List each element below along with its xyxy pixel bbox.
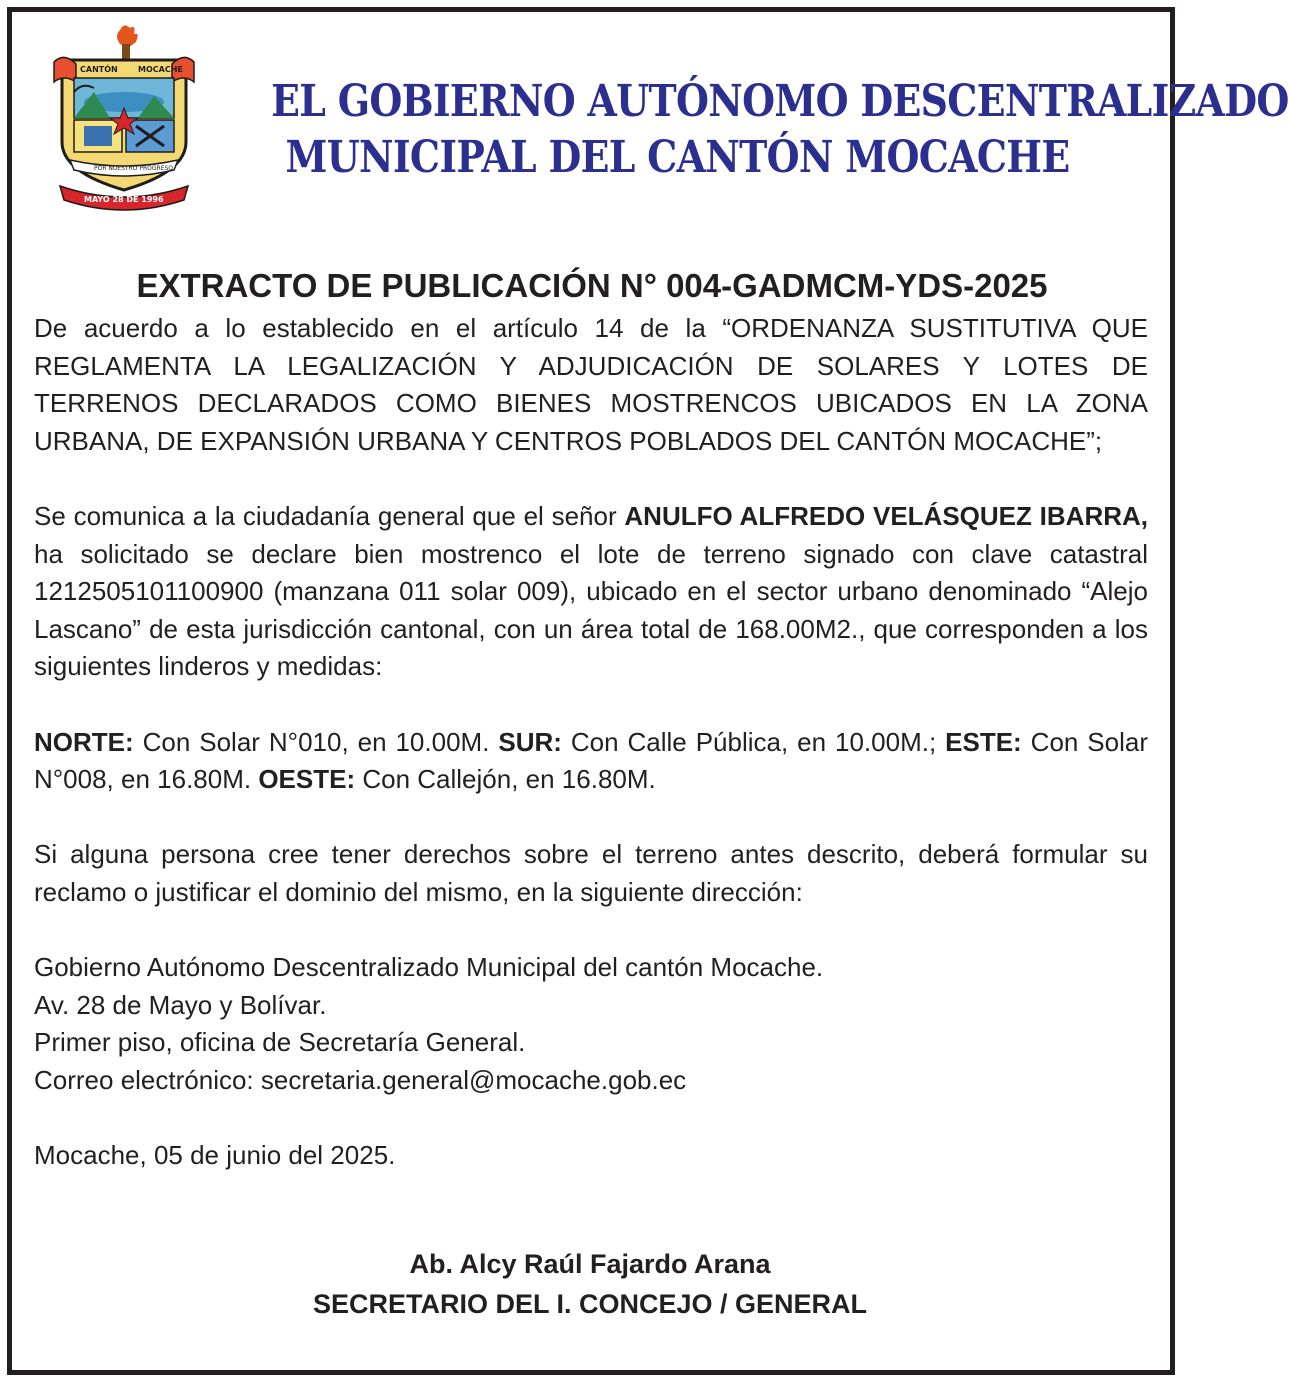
notice-text: ha solicitado se declare bien mostrenco el lote de terreno signado con clave catastral 1212505101100900 (manzana 011 solar 009), ubicado en el sector urbano denominado “Alejo Lascano” de esta jurisdicción cantonal, con un área total de 168.00M2., que corresponden a los siguientes linderos y medidas: xyxy=(34,538,1148,682)
signatory-role: SECRETARIO DEL I. CONCEJO / GENERAL xyxy=(312,1289,868,1319)
government-title-line2: MUNICIPAL DEL CANTÓN MOCACHE xyxy=(285,132,1070,183)
spacer xyxy=(34,799,1148,837)
seal-date-band: MAYO 28 DE 1996 xyxy=(84,195,164,204)
signatory-name: Ab. Alcy Raúl Fajardo Arana xyxy=(409,1249,771,1279)
north-label: NORTE: xyxy=(34,726,134,757)
west-text: Con Callejón, en 16.80M. xyxy=(355,764,656,795)
south-label: SUR: xyxy=(498,726,562,757)
seal-text-left: CANTÓN xyxy=(80,65,118,74)
applicant-name: ANULFO ALFREDO VELÁSQUEZ IBARRA, xyxy=(624,500,1148,531)
notice-paragraph xyxy=(34,498,1148,686)
address-line1: Gobierno Autónomo Descentralizado Municipal del cantón Mocache. xyxy=(34,952,824,983)
south-text: Con Calle Pública, en 10.00M.; xyxy=(561,726,937,757)
municipal-seal-icon xyxy=(50,22,198,212)
seal-motto: POR NUESTRO PROGRESO xyxy=(94,165,174,172)
notice-prefix: Se comunica a la ciudadanía general que el señor xyxy=(34,500,625,531)
spacer xyxy=(34,1099,1148,1137)
claim-paragraph: Si alguna persona cree tener derechos sobre el terreno antes descrito, deberá formular su reclamo o justificar el dominio del mismo, en la siguiente dirección: xyxy=(34,839,1148,907)
north-text: Con Solar N°010, en 10.00M. xyxy=(133,726,499,757)
seal-text-right: MOCACHE xyxy=(138,65,183,74)
government-title-line1: EL GOBIERNO AUTÓNOMO DESCENTRALIZADO xyxy=(271,76,1289,127)
date-line: Mocache, 05 de junio del 2025. xyxy=(34,1140,396,1171)
east-label: ESTE: xyxy=(945,726,1022,757)
spacer xyxy=(34,686,1148,724)
intro-paragraph: De acuerdo a lo establecido en el artículo 14 de la “ORDENANZA SUSTITUTIVA QUE REGLAMENTA LA LEGALIZACIÓN Y ADJUDICACIÓN DE SOLARES Y LOTES DE TERRENOS DECLARADOS COMO BIENES MOSTRENCOS UBICADOS EN LA ZONA URBANA, DE EXPANSIÓN URBANA Y CENTROS POBLADOS DEL CANTÓN MOCACHE”; xyxy=(34,313,1148,456)
spacer xyxy=(34,912,1148,950)
publication-title: EXTRACTO DE PUBLICACIÓN N° 004-GADMCM-YDS-2025 xyxy=(136,267,1048,304)
boundaries-paragraph xyxy=(34,724,1148,799)
address-line3: Primer piso, oficina de Secretaría General. xyxy=(34,1027,526,1058)
address-email: Correo electrónico: secretaria.general@mocache.gob.ec xyxy=(34,1064,687,1095)
notice-body xyxy=(34,310,1148,1175)
west-label: OESTE: xyxy=(258,764,356,795)
spacer xyxy=(34,460,1148,498)
east-text: Con Solar N°008, en 16.80M. xyxy=(34,726,1148,795)
government-title xyxy=(271,74,1289,186)
signature-block xyxy=(180,1244,1000,1324)
address-line2: Av. 28 de Mayo y Bolívar. xyxy=(34,989,327,1020)
